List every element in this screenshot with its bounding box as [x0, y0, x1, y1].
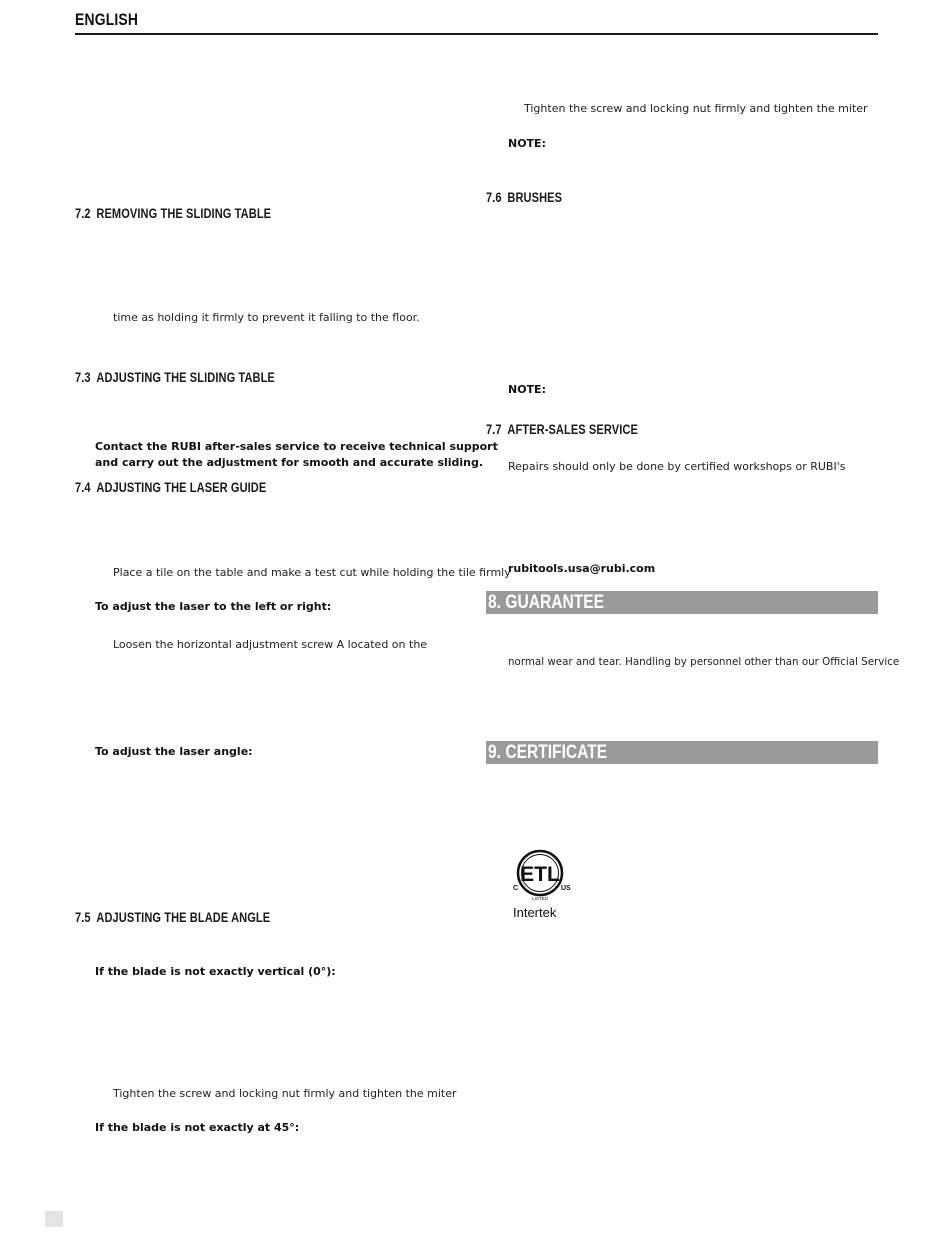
svg-text:LISTED: LISTED	[532, 896, 548, 901]
section-7-3-heading: 7.3 ADJUSTING THE SLIDING TABLE	[75, 370, 275, 385]
section-7-2-heading: 7.2 REMOVING THE SLIDING TABLE	[75, 206, 272, 221]
section-7-5-text: Tighten the screw and locking nut firmly and tighten the miter	[113, 1087, 457, 1100]
certificate-title: 9. CERTIFICATE	[488, 742, 608, 763]
section-7-5-subheading-45: If the blade is not exactly at 45°:	[95, 1121, 300, 1134]
note-label-2: NOTE:	[508, 383, 546, 396]
header-rule	[75, 33, 878, 35]
svg-text:ETL: ETL	[520, 863, 560, 886]
section-7-4-text-1: Place a tile on the table and make a test cut while holding the tile firmly	[113, 566, 511, 579]
section-7-6-heading: 7.6 BRUSHES	[486, 190, 563, 205]
section-7-5-heading: 7.5 ADJUSTING THE BLADE ANGLE	[75, 910, 271, 925]
note-label-1: NOTE:	[508, 137, 546, 150]
section-7-4-text-2: Loosen the horizontal adjustment screw A located on the	[113, 638, 428, 651]
section-7-7-text: Repairs should only be done by certified workshops or RUBI's	[508, 460, 846, 473]
section-7-4-subheading-angle: To adjust the laser angle:	[95, 745, 253, 758]
intertek-label: Intertek	[513, 905, 557, 920]
section-7-2-text: time as holding it firmly to prevent it falling to the floor.	[113, 311, 420, 324]
guarantee-text: normal wear and tear. Handling by personnel other than our Official Service	[508, 656, 900, 668]
section-7-7-heading: 7.7 AFTER-SALES SERVICE	[486, 422, 638, 437]
certificate-banner	[486, 741, 878, 764]
etl-listed-mark-icon	[508, 846, 572, 912]
service-email: rubitools.usa@rubi.com	[508, 562, 656, 575]
section-7-4-subheading-left-right: To adjust the laser to the left or right:	[95, 600, 332, 613]
language-header: ENGLISH	[75, 10, 139, 29]
section-7-5-subheading-vertical: If the blade is not exactly vertical (0°):	[95, 965, 336, 978]
section-7-3-bold-line-1: Contact the RUBI after-sales service to receive technical support	[95, 440, 498, 453]
guarantee-title: 8. GUARANTEE	[488, 592, 605, 613]
page-number-box	[45, 1211, 63, 1227]
right-top-text: Tighten the screw and locking nut firmly and tighten the miter	[524, 102, 868, 115]
section-7-3-bold-line-2: and carry out the adjustment for smooth and accurate sliding.	[95, 456, 484, 469]
svg-text:C: C	[513, 885, 519, 892]
section-7-4-heading: 7.4 ADJUSTING THE LASER GUIDE	[75, 480, 267, 495]
guarantee-banner	[486, 591, 878, 614]
etl-intertek-logo	[508, 846, 572, 928]
svg-text:US: US	[561, 885, 571, 892]
